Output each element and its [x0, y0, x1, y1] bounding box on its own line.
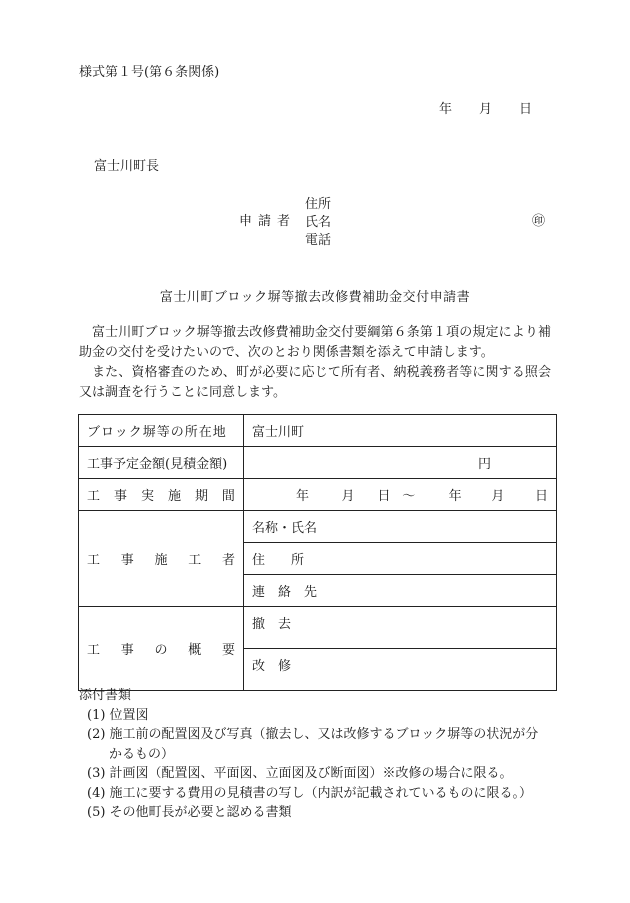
- addressee: 富士川町長: [94, 159, 160, 174]
- period-day-start: 日: [377, 489, 391, 504]
- form-number: 様式第１号(第６条関係): [79, 65, 220, 80]
- label-char: 事: [120, 553, 134, 568]
- list-item: (4) 施工に要する費用の見積書の写し（内訳が記載されているものに限る。）: [87, 785, 533, 801]
- period-year-end: 年: [448, 489, 462, 504]
- label-char: 概: [188, 643, 202, 658]
- date-day: 日: [519, 102, 533, 117]
- document-title: 富士川町ブロック塀等撤去改修費補助金交付申請書: [159, 290, 471, 305]
- label-char: 工: [188, 553, 202, 568]
- amount-unit: 円: [478, 457, 492, 472]
- label-char: 工: [87, 553, 101, 568]
- overview-repair-label: 改 修: [244, 649, 557, 691]
- table-row: [79, 415, 557, 447]
- date-month: 月: [479, 102, 493, 117]
- seal-mark: ㊞: [532, 214, 546, 229]
- period-month-start: 月: [341, 489, 355, 504]
- location-value: 富士川町: [244, 415, 557, 447]
- period-day-end: 日: [534, 489, 548, 504]
- body-text: [79, 323, 551, 403]
- label-char: 要: [221, 643, 235, 658]
- list-item: かるもの）: [109, 746, 175, 762]
- application-table: [78, 414, 557, 691]
- label-char: 期: [194, 489, 208, 504]
- list-item: (3) 計画図（配置図、平面図、立面図及び断面図）※改修の場合に限る。: [87, 766, 513, 781]
- period-dates: [252, 485, 548, 504]
- table-row: [79, 607, 557, 649]
- label-char: の: [154, 643, 168, 658]
- list-item: (1) 位置図: [87, 707, 149, 723]
- list-item: (2) 施工前の配置図及び写真（撤去し、又は改修するブロック塀等の状況が分: [87, 727, 539, 742]
- overview-label-cell: [79, 607, 244, 691]
- applicant-label: 申請者: [239, 214, 297, 229]
- table-row: [79, 479, 557, 511]
- applicant-fields: [305, 196, 331, 250]
- period-year-start: 年: [296, 489, 310, 504]
- label-char: 者: [221, 553, 235, 568]
- body-paragraph-2: また、資格審査のため、町が必要に応じて所有者、納税義務者等に関する照会又は調査を行うことに同意します。: [79, 365, 551, 400]
- attachments-heading: 添付書類: [79, 688, 132, 703]
- applicant-name-label: 氏名: [305, 215, 332, 230]
- period-month-end: 月: [491, 489, 505, 504]
- location-label: ブロック塀等の所在地: [79, 415, 244, 447]
- contractor-name-label: 名称・氏名: [244, 511, 557, 543]
- list-item: (5) その他町長が必要と認める書類: [87, 805, 292, 820]
- label-char: 施: [167, 489, 181, 504]
- period-label: [87, 485, 235, 504]
- body-paragraph-1: 富士川町ブロック塀等撤去改修費補助金交付要綱第６条第１項の規定により補助金の交付を受けたいので、次のとおり関係書類を添えて申請します。: [79, 325, 551, 360]
- applicant-phone-label: 電話: [305, 233, 332, 248]
- period-label-cell: [79, 479, 244, 511]
- label-char: 間: [221, 489, 235, 504]
- label-char: 工: [87, 643, 101, 658]
- contractor-label-cell: [79, 511, 244, 607]
- contractor-address-label: 住 所: [244, 543, 557, 575]
- overview-removal-label: 撤 去: [244, 607, 557, 649]
- applicant-address-label: 住所: [305, 197, 332, 212]
- label-char: 工: [87, 489, 101, 504]
- label-char: 実: [140, 489, 154, 504]
- attachments: [79, 686, 559, 823]
- contractor-contact-label: 連 絡 先: [244, 575, 557, 607]
- contractor-label: [87, 549, 235, 568]
- overview-label: [87, 639, 235, 658]
- label-char: 事: [120, 643, 134, 658]
- label-char: 事: [113, 489, 127, 504]
- amount-label: 工事予定金額(見積金額): [79, 447, 244, 479]
- label-char: 施: [154, 553, 168, 568]
- period-value: [244, 479, 557, 511]
- table-row: [79, 511, 557, 543]
- application-date: [439, 103, 532, 116]
- table-row: [79, 447, 557, 479]
- period-tilde: ～: [402, 489, 416, 504]
- amount-value: [244, 447, 557, 479]
- date-year: 年: [439, 102, 453, 117]
